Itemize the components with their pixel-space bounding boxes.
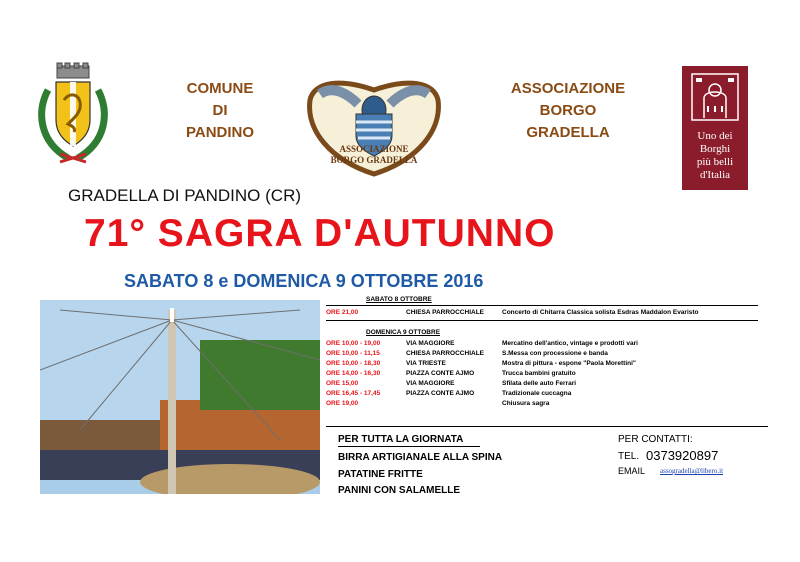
comune-line-3: PANDINO [185,124,255,141]
food-item: PANINI CON SALAMELLE [338,485,461,496]
borghi-line-1: Uno dei [697,130,733,142]
associazione-title [498,78,638,144]
schedule-time: ORE 14,00 - 16,30 [326,370,381,377]
borghi-badge [682,66,748,190]
food-heading: PER TUTTA LA GIORNATA [338,434,464,445]
schedule-row [326,380,756,390]
borghi-line-2: Borghi [699,143,731,155]
associazione-line-1: ASSOCIAZIONE [510,80,626,97]
borghi-line-3: più belli [696,156,734,168]
schedule-divider [326,426,768,427]
schedule-time: ORE 10,00 - 11,15 [326,350,380,357]
associazione-logo [300,70,448,180]
schedule-desc: Chiusura sagra [502,400,550,407]
schedule-desc: Mercatino dell'antico, vintage e prodotti vari [502,340,638,347]
schedule-row [326,309,756,319]
email-label: EMAIL [618,466,646,476]
schedule-desc: S.Messa con processione e banda [502,350,608,357]
schedule-time: ORE 10,00 - 19,00 [326,340,381,347]
comune-line-1: COMUNE [186,80,254,97]
associazione-line-2: BORGO [539,102,597,119]
schedule-desc: Trucca bambini gratuito [502,370,576,377]
schedule-desc: Sfilata delle auto Ferrari [502,380,577,387]
cuccagna-photo [40,300,320,494]
schedule-place: PIAZZA CONTE AJMO [406,370,475,377]
schedule-place: PIAZZA CONTE AJMO [406,390,475,397]
event-title: 71° SAGRA D'AUTUNNO [84,212,556,255]
schedule-place: VIA TRIESTE [406,360,446,367]
schedule-row [326,400,756,410]
schedule-place: VIA MAGGIORE [406,380,455,387]
comune-line-2: DI [212,102,228,119]
sunday-heading: DOMENICA 9 OTTOBRE [366,329,441,336]
food-item: BIRRA ARTIGIANALE ALLA SPINA [338,452,503,463]
comune-title [160,78,280,144]
schedule-time: ORE 16,45 - 17,45 [326,390,381,397]
contacts-heading: PER CONTATTI: [618,434,693,445]
location-text: GRADELLA DI PANDINO (CR) [68,186,302,205]
schedule-time: ORE 21,00 [326,309,359,316]
saturday-heading: SABATO 8 OTTOBRE [366,296,432,303]
schedule-divider [326,305,758,306]
food-item: PATATINE FRITTE [338,469,423,480]
schedule-desc: Concerto di Chitarra Classica solista Esdras Maddalon Evaristo [502,309,699,316]
schedule-row [326,360,756,370]
tel-label: TEL. [618,451,640,462]
food-heading-underline [338,446,480,447]
schedule-row [326,340,756,350]
schedule-time: ORE 10,00 - 18,30 [326,360,381,367]
schedule-time: ORE 15,00 [326,380,359,387]
borghi-line-4: d'Italia [699,169,731,181]
schedule-divider [326,320,758,321]
schedule-place: CHIESA PARROCCHIALE [406,350,485,357]
email-link[interactable]: assogradella@libero.it [660,467,724,475]
associazione-line-3: GRADELLA [526,124,610,141]
schedule-row [326,370,756,380]
pandino-crest [34,62,112,168]
associazione-logo-text: ASSOCIAZIONE BORGO GRADELLA [330,144,418,165]
schedule-desc: Tradizionale cuccagna [502,390,572,397]
borghi-text [682,130,748,182]
tel-value: 0373920897 [646,448,719,463]
event-dates: SABATO 8 e DOMENICA 9 OTTOBRE 2016 [124,271,484,291]
schedule-place: VIA MAGGIORE [406,340,455,347]
schedule-place: CHIESA PARROCCHIALE [406,309,485,316]
schedule-row [326,350,756,360]
schedule-row [326,390,756,400]
schedule-desc: Mostra di pittura - espone "Paola Morettini" [502,360,637,367]
schedule-time: ORE 19,00 [326,400,359,407]
